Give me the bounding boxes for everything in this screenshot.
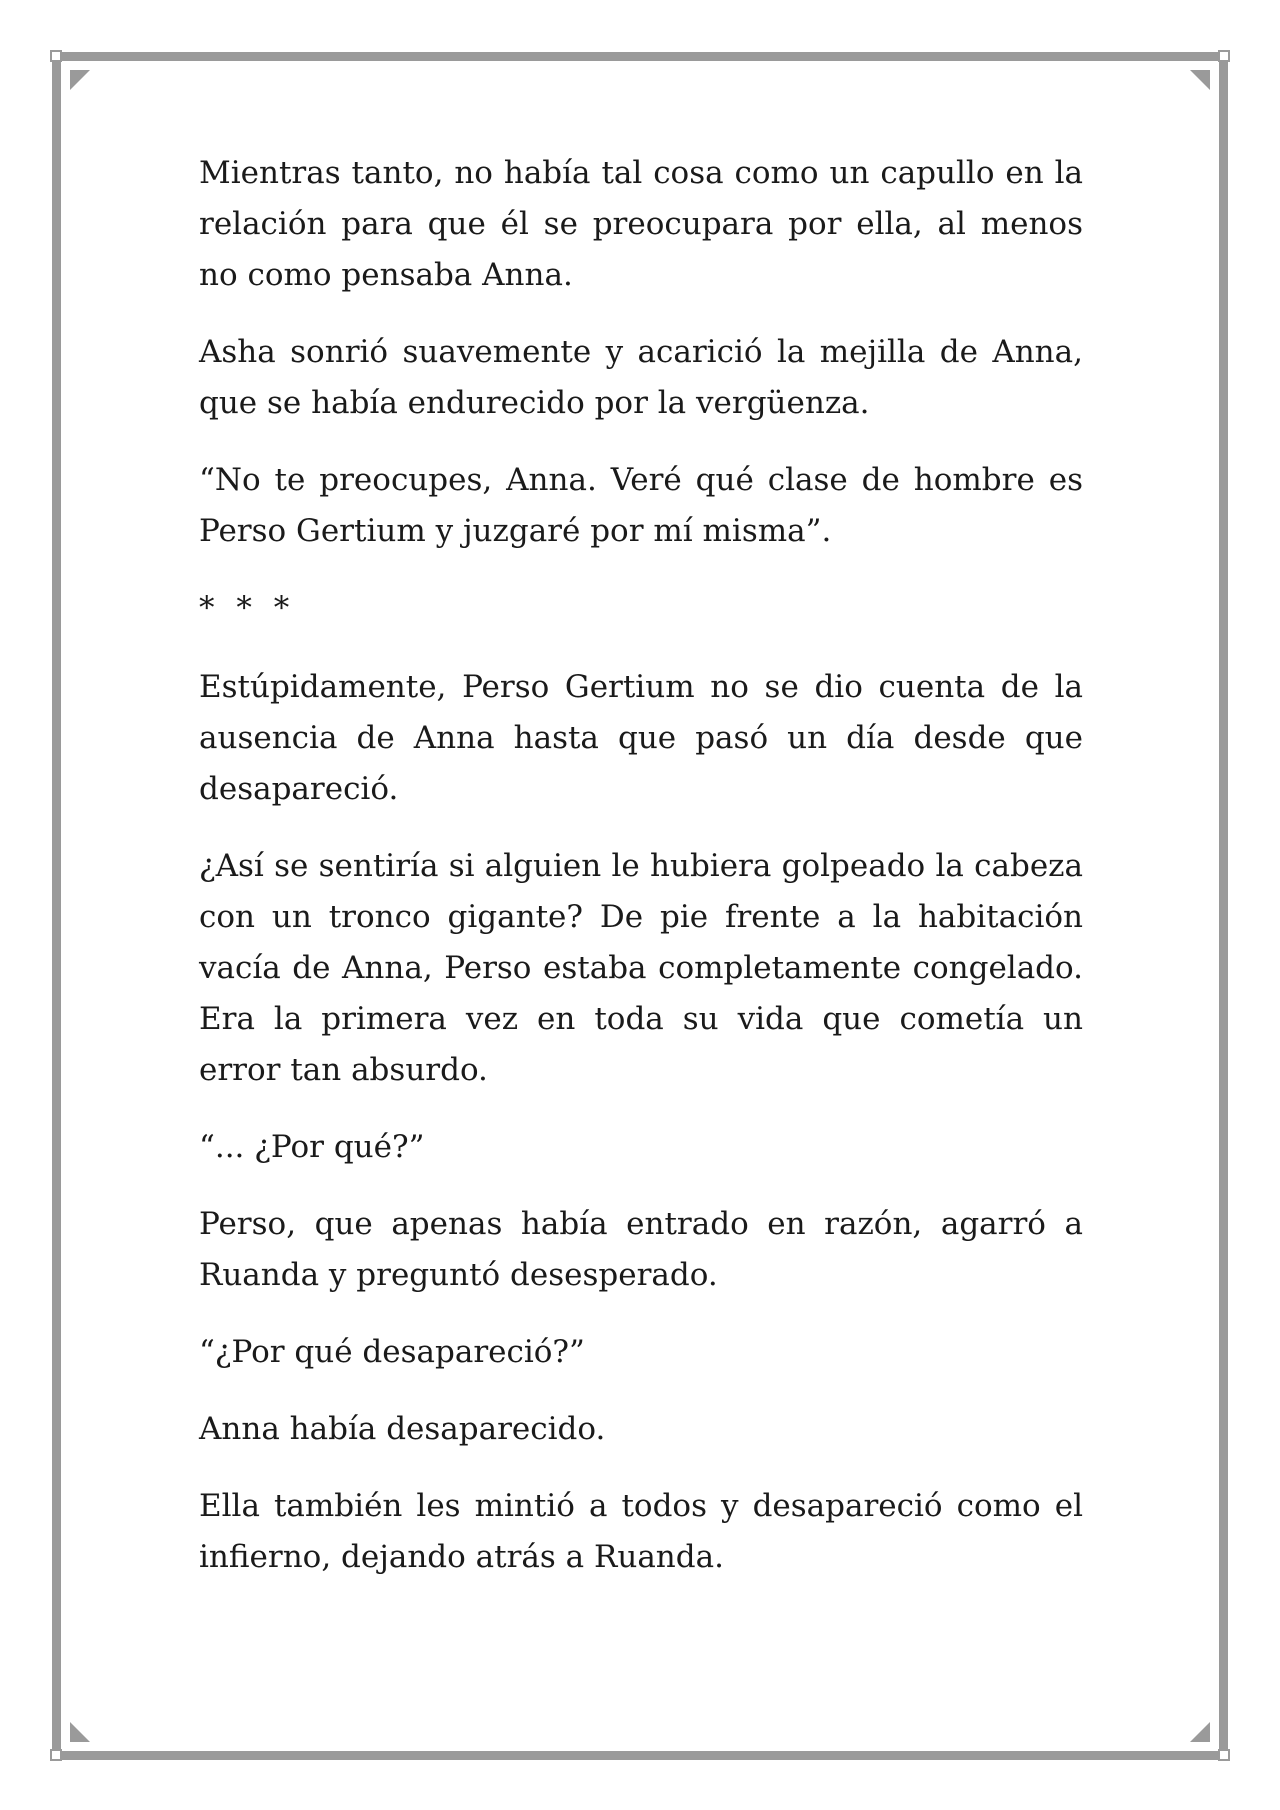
corner-triangle-bottom-right [1190, 1722, 1210, 1742]
corner-triangle-top-right [1190, 70, 1210, 90]
corner-ornament-bottom-left [50, 1749, 62, 1761]
corner-ornament-bottom-right [1218, 1749, 1230, 1761]
paragraph: Asha sonrió suavemente y acarició la mejilla de Anna, que se había endurecido por la vergüenza. [199, 334, 1083, 421]
frame-left-border [52, 62, 61, 1750]
corner-triangle-bottom-left [70, 1722, 90, 1742]
corner-ornament-top-right [1218, 50, 1230, 62]
paragraph: Mientras tanto, no había tal cosa como un capullo en la relación para que él se preocupara por ella, al menos no como pensaba Anna. [199, 155, 1083, 293]
paragraph: Perso, que apenas había entrado en razón, agarró a Ruanda y preguntó desesperado. [199, 1206, 1083, 1293]
frame-right-border [1219, 62, 1228, 1750]
corner-ornament-top-left [50, 50, 62, 62]
paragraph: “¿Por qué desapareció?” [199, 1334, 585, 1370]
paragraph: Estúpidamente, Perso Gertium no se dio cuenta de la ausencia de Anna hasta que pasó un día desde que desapareció. [199, 669, 1083, 807]
paragraph: “... ¿Por qué?” [199, 1129, 425, 1165]
body-text [199, 148, 1083, 1609]
paragraph: Anna había desaparecido. [199, 1411, 606, 1447]
frame-top-border [62, 52, 1218, 61]
paragraph: ¿Así se sentiría si alguien le hubiera golpeado la cabeza con un tronco gigante? De pie frente a la habitación vacía de Anna, Perso estaba completamente congelado. Era la primera vez en toda su vida que cometía un error tan absurdo. [199, 848, 1083, 1088]
paragraph: Ella también les mintió a todos y desapareció como el infierno, dejando atrás a Ruanda. [199, 1488, 1083, 1575]
frame-bottom-border [62, 1751, 1218, 1760]
corner-triangle-top-left [70, 70, 90, 90]
paragraph: “No te preocupes, Anna. Veré qué clase de hombre es Perso Gertium y juzgaré por mí misma”. [199, 462, 1083, 549]
scene-separator: * * * [199, 590, 296, 626]
